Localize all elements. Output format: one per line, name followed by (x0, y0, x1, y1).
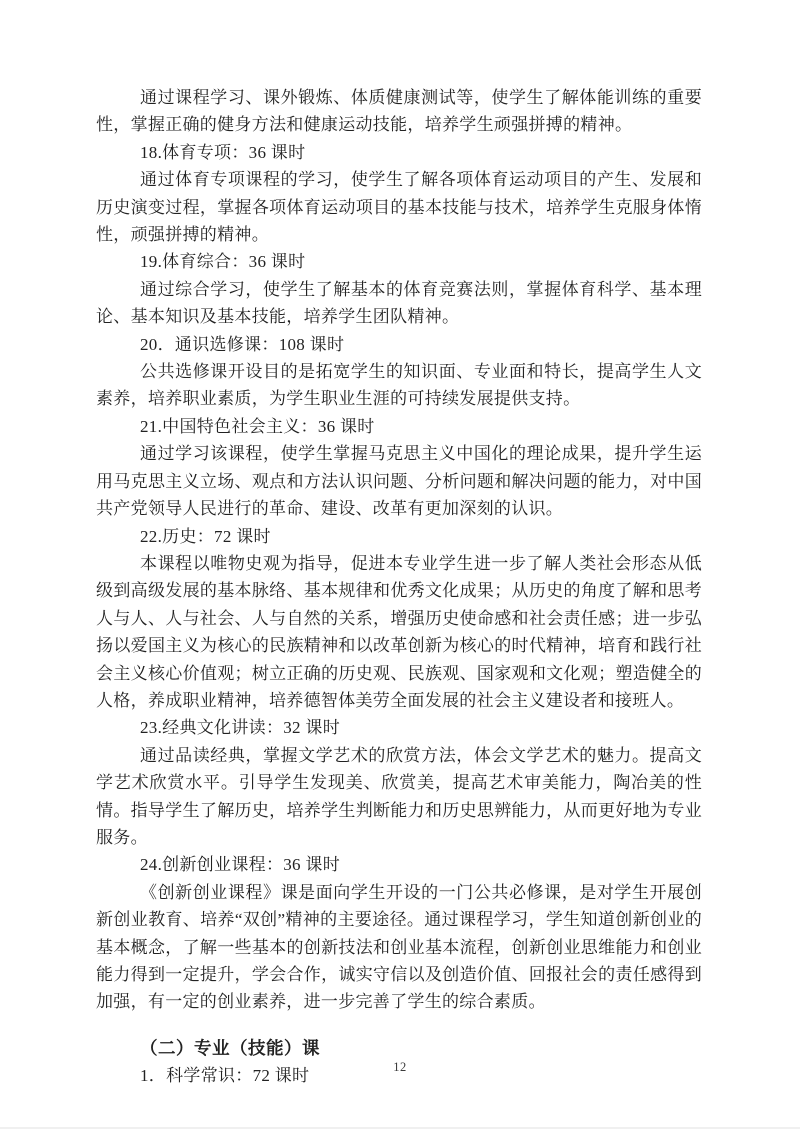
course-title-18-pe-special: 18.体育专项：36 课时 (140, 142, 306, 162)
course-title-20-general-electives: 20．通识选修课：108 课时 (140, 334, 345, 354)
course-title-22-history: 22.历史：72 课时 (140, 526, 271, 546)
subsection-heading-professional-skill-courses: （二）专业（技能）课 (140, 1037, 320, 1058)
page-number: 12 (393, 1060, 407, 1074)
course-title-24-innovation-entrepreneurship: 24.创新创业课程：36 课时 (140, 855, 340, 875)
course-desc-18-pe-special: 通过体育专项课程的学习，使学生了解各项体育运动项目的产生、发展和历史演变过程，掌握各项体育运动项目的基本技能与技术，培养学生克服身体惰性，顽强拼搏的精神。 (96, 170, 702, 245)
paragraph-physical-fitness-overview: 通过课程学习、课外锻炼、体质健康测试等，使学生了解体能训练的重要性，掌握正确的健身方法和健康运动技能，培养学生顽强拼搏的精神。 (96, 88, 702, 135)
page-footer (0, 1058, 800, 1076)
course-title-23-classic-culture-reading: 23.经典文化讲读：32 课时 (140, 718, 340, 738)
course-desc-24-innovation-entrepreneurship: 《创新创业课程》课是面向学生开设的一门公共必修课，是对学生开展创新创业教育、培养“双创”精神的主要途径。通过课程学习，学生知道创新创业的基本概念，了解一些基本的创新技法和创业基本流程，创新创业思维能力和创业能力得到一定提升，学会合作，诚实守信以及创造价值、回报社会的责任感得到加强，有一定的创业素养，进一步完善了学生的综合素质。 (96, 882, 702, 1012)
course-title-21-socialism-chinese-characteristics: 21.中国特色社会主义：36 课时 (140, 416, 375, 436)
course-title-1-science-common-knowledge: 1．科学常识：72 课时 (140, 1066, 310, 1086)
course-title-19-pe-comprehensive: 19.体育综合：36 课时 (140, 252, 306, 272)
course-desc-23-classic-culture-reading: 通过品读经典，掌握文学艺术的欣赏方法，体会文学艺术的魅力。提高文学艺术欣赏水平。引导学生发现美、欣赏美，提高艺术审美能力，陶冶美的性情。指导学生了解历史，培养学生判断能力和历史思辨能力，从而更好地为专业服务。 (96, 745, 702, 847)
course-desc-22-history: 本课程以唯物史观为指导，促进本专业学生进一步了解人类社会形态从低级到高级发展的基本脉络、基本规律和优秀文化成果；从历史的角度了解和思考人与人、人与社会、人与自然的关系，增强历史使命感和社会责任感；进一步弘扬以爱国主义为核心的民族精神和以改革创新为核心的时代精神，培育和践行社会主义核心价值观；树立正确的历史观、民族观、国家观和文化观；塑造健全的人格，养成职业精神，培养德智体美劳全面发展的社会主义建设者和接班人。 (96, 553, 702, 710)
page-content (96, 84, 702, 1090)
course-desc-21-socialism-chinese-characteristics: 通过学习该课程，使学生掌握马克思主义中国化的理论成果，提升学生运用马克思主义立场、观点和方法认识问题、分析问题和解决问题的能力，对中国共产党领导人民进行的革命、建设、改革有更加深刻的认识。 (96, 444, 702, 519)
course-desc-20-general-electives: 公共选修课开设目的是拓宽学生的知识面、专业面和特长，提高学生人文素养，培养职业素质，为学生职业生涯的可持续发展提供支持。 (96, 362, 702, 409)
course-desc-19-pe-comprehensive: 通过综合学习，使学生了解基本的体育竞赛法则，掌握体育科学、基本理论、基本知识及基本技能，培养学生团队精神。 (96, 279, 702, 327)
